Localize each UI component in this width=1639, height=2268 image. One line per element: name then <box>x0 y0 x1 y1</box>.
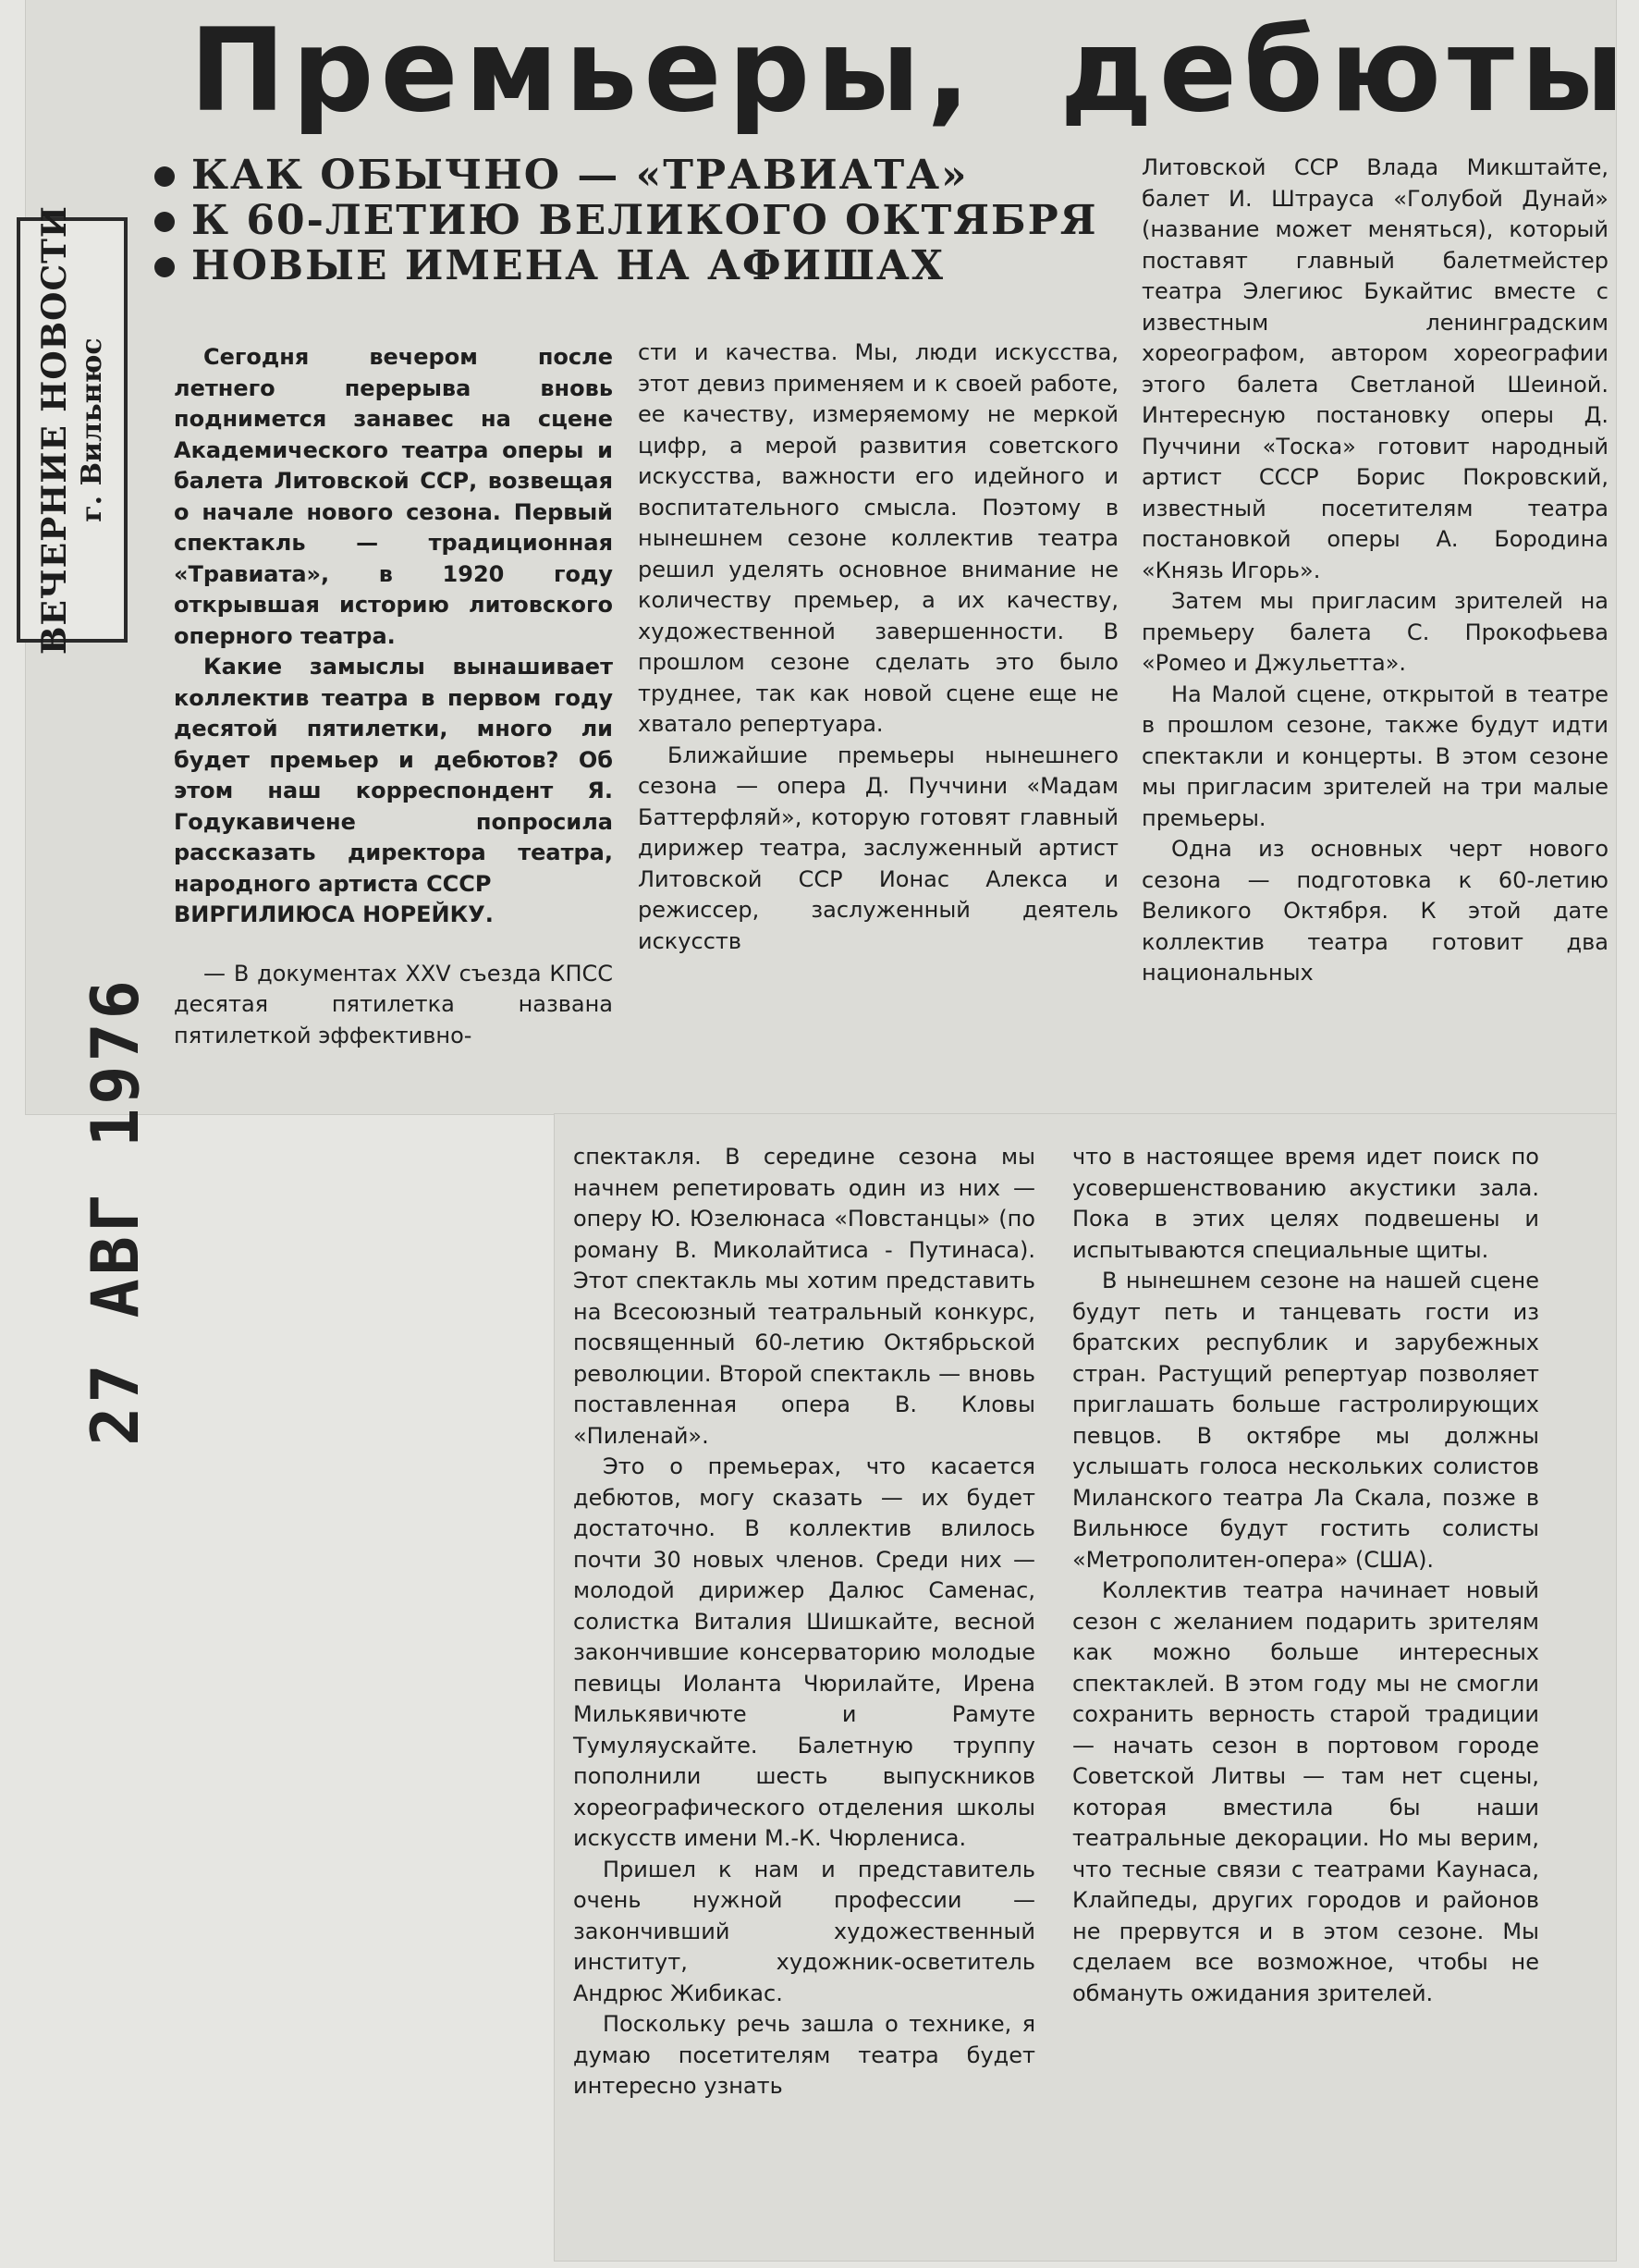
paragraph: Одна из основных черт нового сезона — подготовка к 60-летию Великого Октября. К этой дате коллектив театра готовит два национальных <box>1142 836 1608 986</box>
paragraph: Сегодня вечером после летнего перерыва вновь поднимется занавес на сцене Академического театра оперы и балета Литовской ССР, возвещая о начале нового сезона. Первый спектакль — традиционная «Травиата», в 1920 году открывшая историю литовского оперного театра. <box>174 344 613 649</box>
subheadline-list <box>153 153 1132 288</box>
column-3 <box>1142 153 1608 989</box>
interviewee-name: ВИРГИЛИЮСА НОРЕЙКУ. <box>174 901 494 927</box>
paragraph: На Малой сцене, открытой в театре в прошлом сезоне, также будут идти спектакли и концерты. В этом сезоне мы пригласим зрителей на три малые премьеры. <box>1142 680 1608 831</box>
paragraph: Литовской ССР Влада Микштайте, балет И. Штрауса «Голубой Дунай» (название может меняться), который поставят главный балетмейстер театра Элегиюс Букайтис вместе с известным ленинградским хореографом, автором хореографии этого балета Светланой Шеиной. Интересную постановку оперы Д. Пуччини «Тоска» готовит народный артист СССР Борис Покровский, известный посетителям театра постановкой оперы А. Бородина «Князь Игорь». <box>1142 154 1608 583</box>
date-stamp: 27 АВГ 1976 <box>78 976 153 1446</box>
paragraph: Затем мы пригласим зрителей на премьеру балета С. Прокофьева «Ромео и Джульетта». <box>1142 588 1608 676</box>
paragraph: Какие замыслы вынашивает коллектив театра в первом году десятой пятилетки, много ли будет премьер и дебютов? Об этом наш корреспондент Я. Годукавичене попросила рассказать директора театра, народного артиста СССР <box>174 654 613 897</box>
paragraph: Пришел к нам и представитель очень нужной профессии — закончивший художественный институт, художник-осветитель Андрюс Жибикас. <box>573 1856 1035 2006</box>
paragraph: Поскольку речь зашла о технике, я думаю посетителям театра будет интересно узнать <box>573 2011 1035 2099</box>
masthead-text <box>34 205 110 655</box>
newspaper-masthead-stamp <box>17 205 128 655</box>
paragraph: — В документах XXV съезда КПСС десятая пятилетка названа пятилеткой эффективно- <box>174 960 613 1048</box>
subheadline: НОВЫЕ ИМЕНА НА АФИШАХ <box>153 243 1132 288</box>
subheadline: К 60-ЛЕТИЮ ВЕЛИКОГО ОКТЯБРЯ <box>153 198 1132 243</box>
paragraph: что в настоящее время идет поиск по усовершенствованию акустики зала. Пока в этих целях подвешены и испытываются специальные щиты. <box>1072 1144 1539 1263</box>
column-intro <box>174 342 613 1051</box>
paragraph: Это о премьерах, что касается дебютов, могу сказать — их будет достаточно. В коллектив влилось почти 30 новых членов. Среди них — молодой дирижер Далюс Саменас, солистка Виталия Шишкайте, весной закончившие консерваторию молодые певицы Иоланта Чюрилайте, Ирена Милькявичюте и Рамуте Тумуляускайте. Балетную труппу пополнили шесть выпускников хореографического отделения школы искусств имени М.-К. Чюрлениса. <box>573 1453 1035 1851</box>
paragraph: Ближайшие премьеры нынешнего сезона — опера Д. Пуччини «Мадам Баттерфляй», которую готовят главный дирижер театра, заслуженный артист Литовской ССР Ионас Алекса и режиссер, заслуженный деятель искусств <box>638 742 1119 954</box>
paragraph: сти и качества. Мы, люди искусства, этот девиз применяем и к своей работе, ее качеству, измеряемому не меркой цифр, а мерой развития советского искусства, важности его идейного и воспитательного смысла. Поэтому в нынешнем сезоне коллектив театра решил уделять основное внимание не количеству премьер, а их качеству, художественной завершенности. В прошлом сезоне сделать это было труднее, так как новой сцене еще не хватало репертуара. <box>638 339 1119 737</box>
newspaper-city: г. Вильнюс <box>76 337 108 522</box>
paragraph: спектакля. В середине сезона мы начнем репетировать один из них — оперу Ю. Юзелюнаса «Повстанцы» (по роману В. Миколайтиса - Путинаса). Этот спектакль мы хотим представить на Всесоюзный театральный конкурс, посвященный 60-летию Октябрьской революции. Второй спектакль — вновь поставленная опера В. Кловы «Пиленай». <box>573 1144 1035 1449</box>
article-headline: Премьеры, дебюты <box>190 5 1632 138</box>
subheadline: КАК ОБЫЧНО — «ТРАВИАТА» <box>153 153 1132 198</box>
column-5 <box>1072 1142 1539 2009</box>
column-4 <box>573 1142 1035 2102</box>
paragraph: В нынешнем сезоне на нашей сцене будут петь и танцевать гости из братских республик и зарубежных стран. Растущий репертуар позволяет приглашать больше гастролирующих певцов. В октябре мы должны услышать голоса нескольких солистов Миланского театра Ла Скала, позже в Вильнюсе будут гостить солисты «Метрополитен-опера» (США). <box>1072 1268 1539 1573</box>
newspaper-name: ВЕЧЕРНИЕ НОВОСТИ <box>35 205 74 655</box>
column-2 <box>638 337 1119 957</box>
paragraph: Коллектив театра начинает новый сезон с желанием подарить зрителям как можно больше интересных спектаклей. В этом году мы не смогли сохранить верность старой традиции — начать сезон в портовом городе Советской Литвы — там нет сцены, которая вместила бы наши театральные декорации. Но мы верим, что тесные связи с театрами Каунаса, Клайпеды, других городов и районов не прервутся и в этом сезоне. Мы сделаем все возможное, чтобы не обмануть ожидания зрителей. <box>1072 1577 1539 2006</box>
